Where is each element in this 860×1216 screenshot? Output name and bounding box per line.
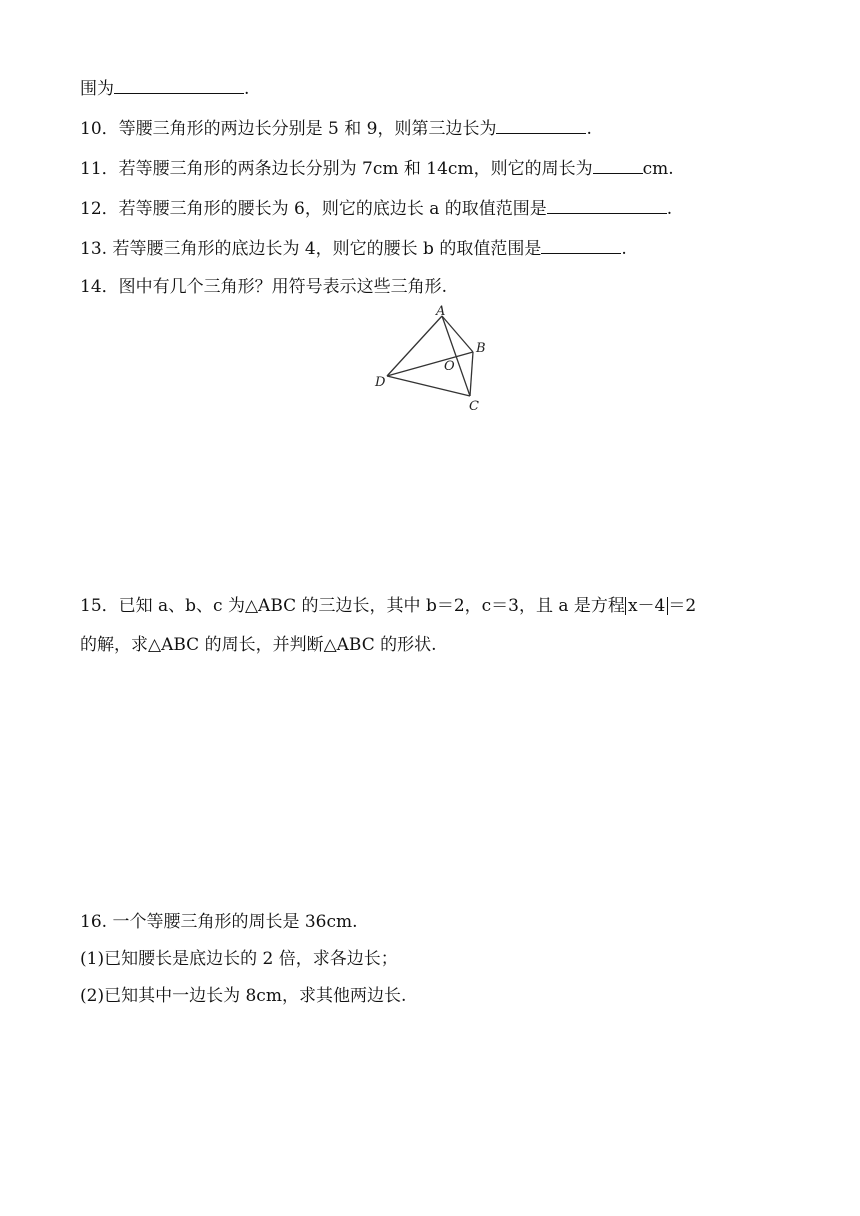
question-11-text: 11．若等腰三角形的两条边长分别为 7cm 和 14cm，则它的周长为 (80, 159, 593, 179)
question-14 (80, 275, 447, 299)
answer-blank[interactable] (547, 195, 667, 214)
question-16-part-1-text: (1)已知腰长是底边长的 2 倍，求各边长； (80, 949, 398, 969)
question-16-stem (80, 910, 358, 934)
question-16-part-2 (80, 984, 406, 1008)
question-10: 10．等腰三角形的两边长分别是 5 和 9，则第三边长为 . (80, 115, 592, 141)
answer-blank[interactable] (496, 115, 586, 134)
segment-ac (442, 316, 470, 396)
question-16-part-2-text: (2)已知其中一边长为 8cm，求其他两边长. (80, 986, 407, 1006)
question-12-text: 12．若等腰三角形的腰长为 6，则它的底边长 a 的取值范围是 (80, 199, 547, 219)
absolute-value-expression: x－4 (625, 597, 668, 615)
question-15-text: 15．已知 a、b、c 为△ABC 的三边长，其中 b＝2，c＝3，且 a 是方程 (80, 596, 625, 616)
question-12: 12．若等腰三角形的腰长为 6，则它的底边长 a 的取值范围是 . (80, 195, 672, 221)
q9-tail-text: 围为 (80, 79, 114, 99)
answer-blank[interactable] (541, 235, 621, 254)
question-16-part-1 (80, 947, 398, 971)
question-15-line-1: 15．已知 a、b、c 为△ABC 的三边长，其中 b＝2，c＝3，且 a 是方程 x－4 ＝2 (80, 596, 697, 616)
segment-ad (387, 316, 442, 376)
triangle-figure (372, 304, 502, 414)
q9-tail: 围为 . (80, 75, 249, 101)
question-14-text: 14．图中有几个三角形？用符号表示这些三角形. (80, 277, 448, 297)
segment-db (387, 352, 473, 376)
question-16-text: 16. 一个等腰三角形的周长是 36cm. (80, 912, 358, 932)
question-15-line-2 (80, 633, 437, 657)
question-13: 13. 若等腰三角形的底边长为 4，则它的腰长 b 的取值范围是 . (80, 235, 627, 261)
segment-ab (442, 316, 473, 352)
question-15-text-cont: 的解，求△ABC 的周长，并判断△ABC 的形状. (80, 635, 437, 655)
label-b: B (476, 341, 486, 356)
label-o: O (444, 359, 455, 374)
label-d: D (375, 375, 386, 390)
answer-blank[interactable] (114, 75, 244, 94)
question-13-text: 13. 若等腰三角形的底边长为 4，则它的腰长 b 的取值范围是 (80, 239, 542, 259)
label-c: C (469, 399, 479, 414)
label-a: A (436, 304, 446, 319)
question-11: 11．若等腰三角形的两条边长分别为 7cm 和 14cm，则它的周长为 cm. (80, 155, 674, 181)
segment-bc (470, 352, 473, 396)
answer-blank[interactable] (593, 155, 643, 174)
question-10-text: 10．等腰三角形的两边长分别是 5 和 9，则第三边长为 (80, 119, 497, 139)
segment-dc (387, 376, 470, 396)
